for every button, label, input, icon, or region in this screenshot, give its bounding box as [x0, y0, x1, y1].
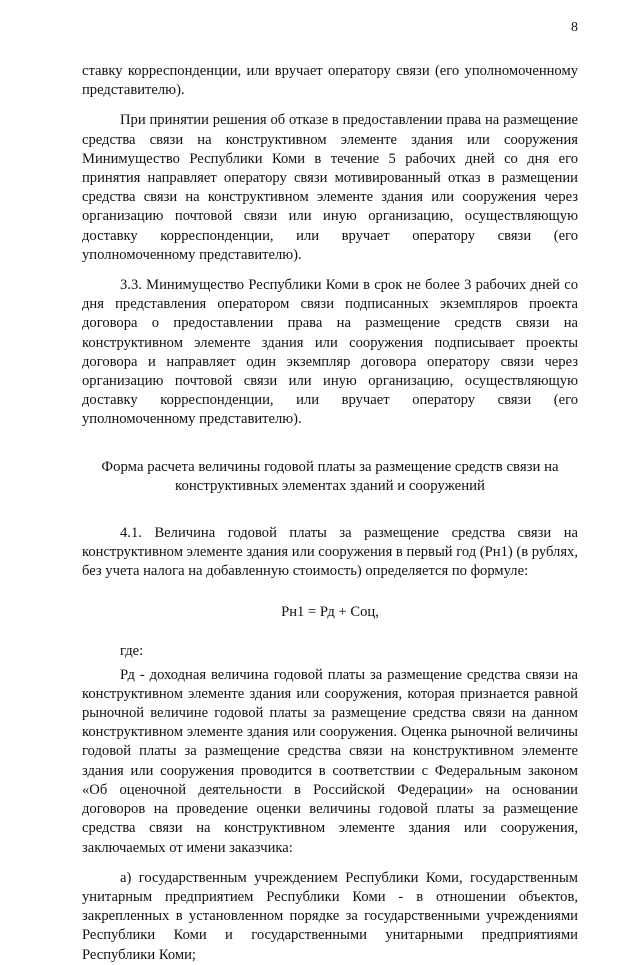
paragraph-refusal: При принятии решения об отказе в предоставлении права на размещение средства связи на конструктивном элементе здания или сооружения Минимущество Республики Коми в течение 5 рабочих дней со дня его принятия направляет оператору связи мотивированный отказ в размещении средства связи на конструктивном элементе здания или сооружения через организацию почтовой связи или иную организацию, осуществляющую доставку корреспонденции, или вручает оператору связи (его уполномоченному представителю). — [82, 112, 578, 263]
paragraph-4-1: 4.1. Величина годовой платы за размещение средства связи на конструктивном элементе здания или сооружения в первый год (Рн1) (в рублях, без учета налога на добавленную стоимость) определяется по формуле: — [82, 524, 578, 580]
document-body — [82, 62, 578, 965]
section-heading: Форма расчета величины годовой платы за размещение средств связи на конструктивных элементах зданий и сооружений — [101, 458, 559, 494]
paragraph-item-a: а) государственным учреждением Республики Коми, государственным унитарным предприятием Республики Коми - в отношении объектов, закрепленных в установленном порядке за государственными учреждениями Республики Коми и государственными унитарными предприятиями Республики Коми; — [82, 869, 578, 963]
page-number: 8 — [571, 20, 578, 35]
where-label: где: — [120, 643, 144, 660]
paragraph-rd-definition: Рд - доходная величина годовой платы за размещение средства связи на конструктивном элементе здания или сооружения, которая признается равной рыночной величине годовой платы за размещение средства связи на данном конструктивном элементе здания или сооружения. Оценка рыночной величины годовой платы за размещение средства связи на конструктивном элементе здания или сооружения проводится в соответствии с Федеральным законом «Об оценочной деятельности в Российской Федерации» на основании договоров на проведение оценки величины годовой платы за размещение средства связи на конструктивном элементе здания или сооружения, заключаемых от имени заказчика: — [82, 666, 578, 856]
paragraph-3-3: 3.3. Минимущество Республики Коми в срок не более 3 рабочих дней со дня представления оператором связи подписанных экземпляров проекта договора о предоставлении права на размещение средств связи на конструктивном элементе здания или сооружения подписывает проекты договора и направляет один экземпляр договора оператору связи через организацию почтовой связи или иную организацию, осуществляющую доставку корреспонденции, или вручает оператору связи (его уполномоченному представителю). — [82, 277, 578, 428]
paragraph-continuation: ставку корреспонденции, или вручает оператору связи (его уполномоченному представителю). — [82, 63, 578, 99]
formula: Рн1 = Рд + Соц, — [281, 604, 379, 621]
